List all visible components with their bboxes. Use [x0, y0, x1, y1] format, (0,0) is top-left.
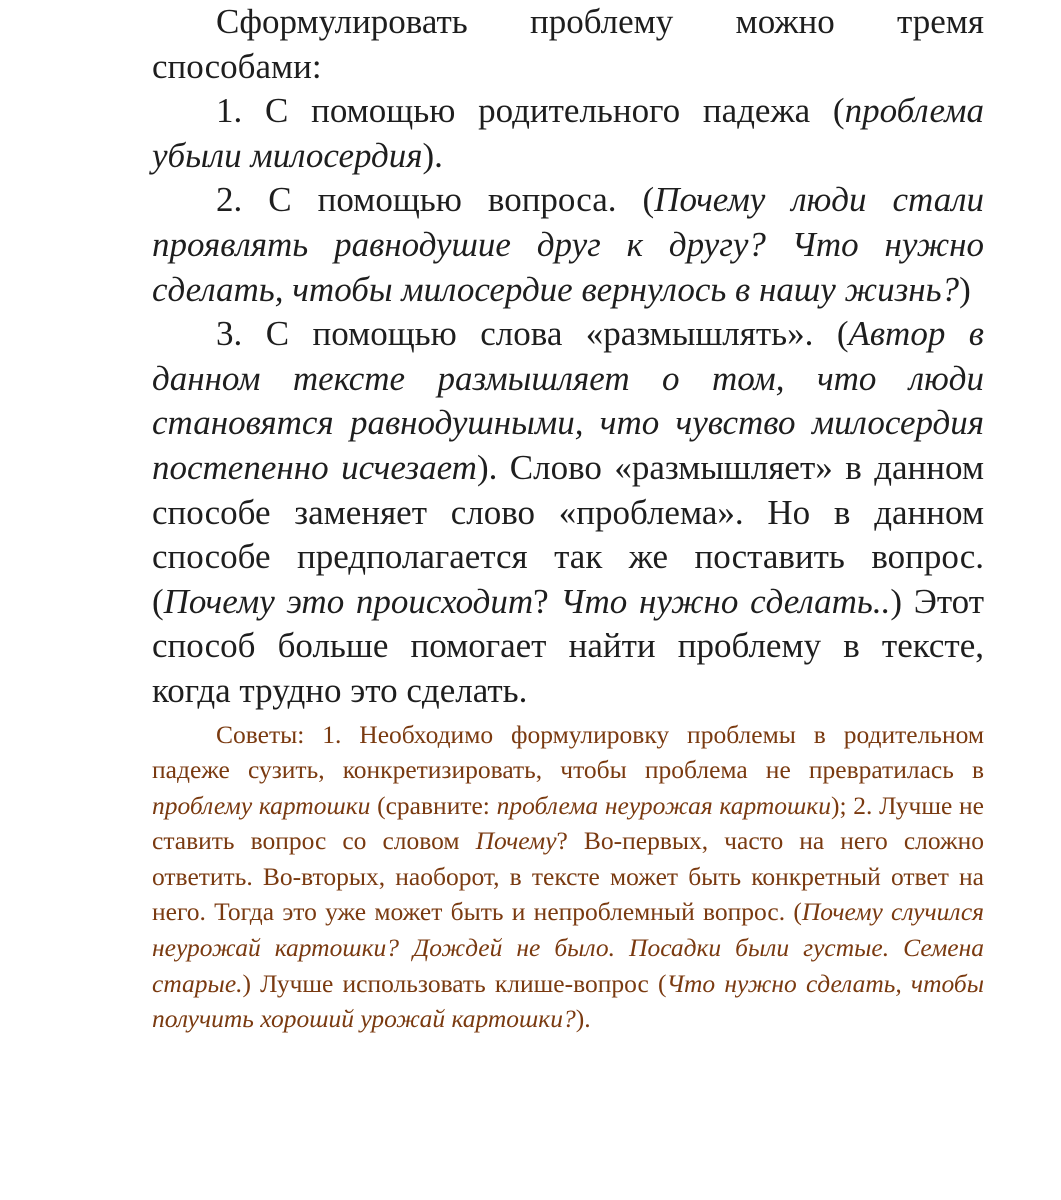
item2-run-1: Почему люди стали проявлять равнодушие друг к другу? Что нужно сделать, чтобы милосердие вернулось в нашу жизнь? — [152, 180, 984, 309]
intro-paragraph — [152, 0, 984, 89]
item2-run-0: 2. С помощью вопроса. ( — [216, 180, 655, 220]
intro-run-0: Сформулировать проблему можно тремя способами: — [152, 2, 984, 86]
advice-run-4: ); 2. Лучше не ставить вопрос со словом — [152, 790, 984, 856]
advice-run-0: Советы: 1. Необходимо формулировку проблемы в родительном падеже сузить, конкретизировать, чтобы проблема не превратилась в — [152, 719, 984, 785]
method-3-paragraph — [152, 312, 984, 713]
advice-run-3: проблема неурожая картошки — [496, 790, 831, 820]
advice-paragraph — [152, 717, 984, 1037]
document-page — [152, 0, 984, 1037]
advice-run-2: (сравните: — [370, 790, 497, 820]
item3-run-0: 3. С помощью слова «размышлять». ( — [216, 314, 849, 354]
item1-run-0: 1. С помощью родительного падежа ( — [216, 91, 845, 131]
advice-run-8: ) Лучше использовать клише-вопрос ( — [242, 968, 667, 998]
item3-run-1: Автор в данном тексте размышляет о том, что люди становятся равнодушными, что чувство милосердия постепенно исчезает — [152, 314, 984, 487]
item2-run-2: ) — [959, 269, 971, 309]
item3-run-2: ). Слово «размышляет» в данном способе заменяет слово «проблема». Но в данном способе предполагается так же поставить вопрос. ( — [152, 447, 984, 621]
advice-run-7: Почему случился неурожай картошки? Дождей не было. Посадки были густые. Семена старые. — [152, 897, 984, 998]
advice-run-6: ? Во-первых, часто на него сложно ответить. Во-вторых, наоборот, в тексте может быть конкретный ответ на него. Тогда это уже может быть и непроблемный вопрос. ( — [152, 826, 984, 927]
method-2-paragraph — [152, 178, 984, 312]
item3-run-3: Почему это происходит — [163, 581, 534, 621]
item1-run-2: ). — [422, 135, 443, 175]
item1-run-1: проблема убыли милосердия — [152, 91, 984, 175]
main-text — [152, 0, 984, 714]
advice-run-5: Почему — [475, 826, 557, 856]
item3-run-6: ) Этот способ больше помогает найти проблему в тексте, когда трудно это сделать. — [152, 581, 984, 710]
advice-run-10: ). — [575, 1004, 591, 1034]
item3-run-5: Что нужно сделать.. — [560, 581, 891, 621]
item3-run-4: ? — [533, 581, 561, 621]
advice-run-9: Что нужно сделать, чтобы получить хороший урожай картошки? — [152, 968, 985, 1034]
advice-run-1: проблему картошки — [152, 790, 371, 820]
method-1-paragraph — [152, 89, 984, 178]
